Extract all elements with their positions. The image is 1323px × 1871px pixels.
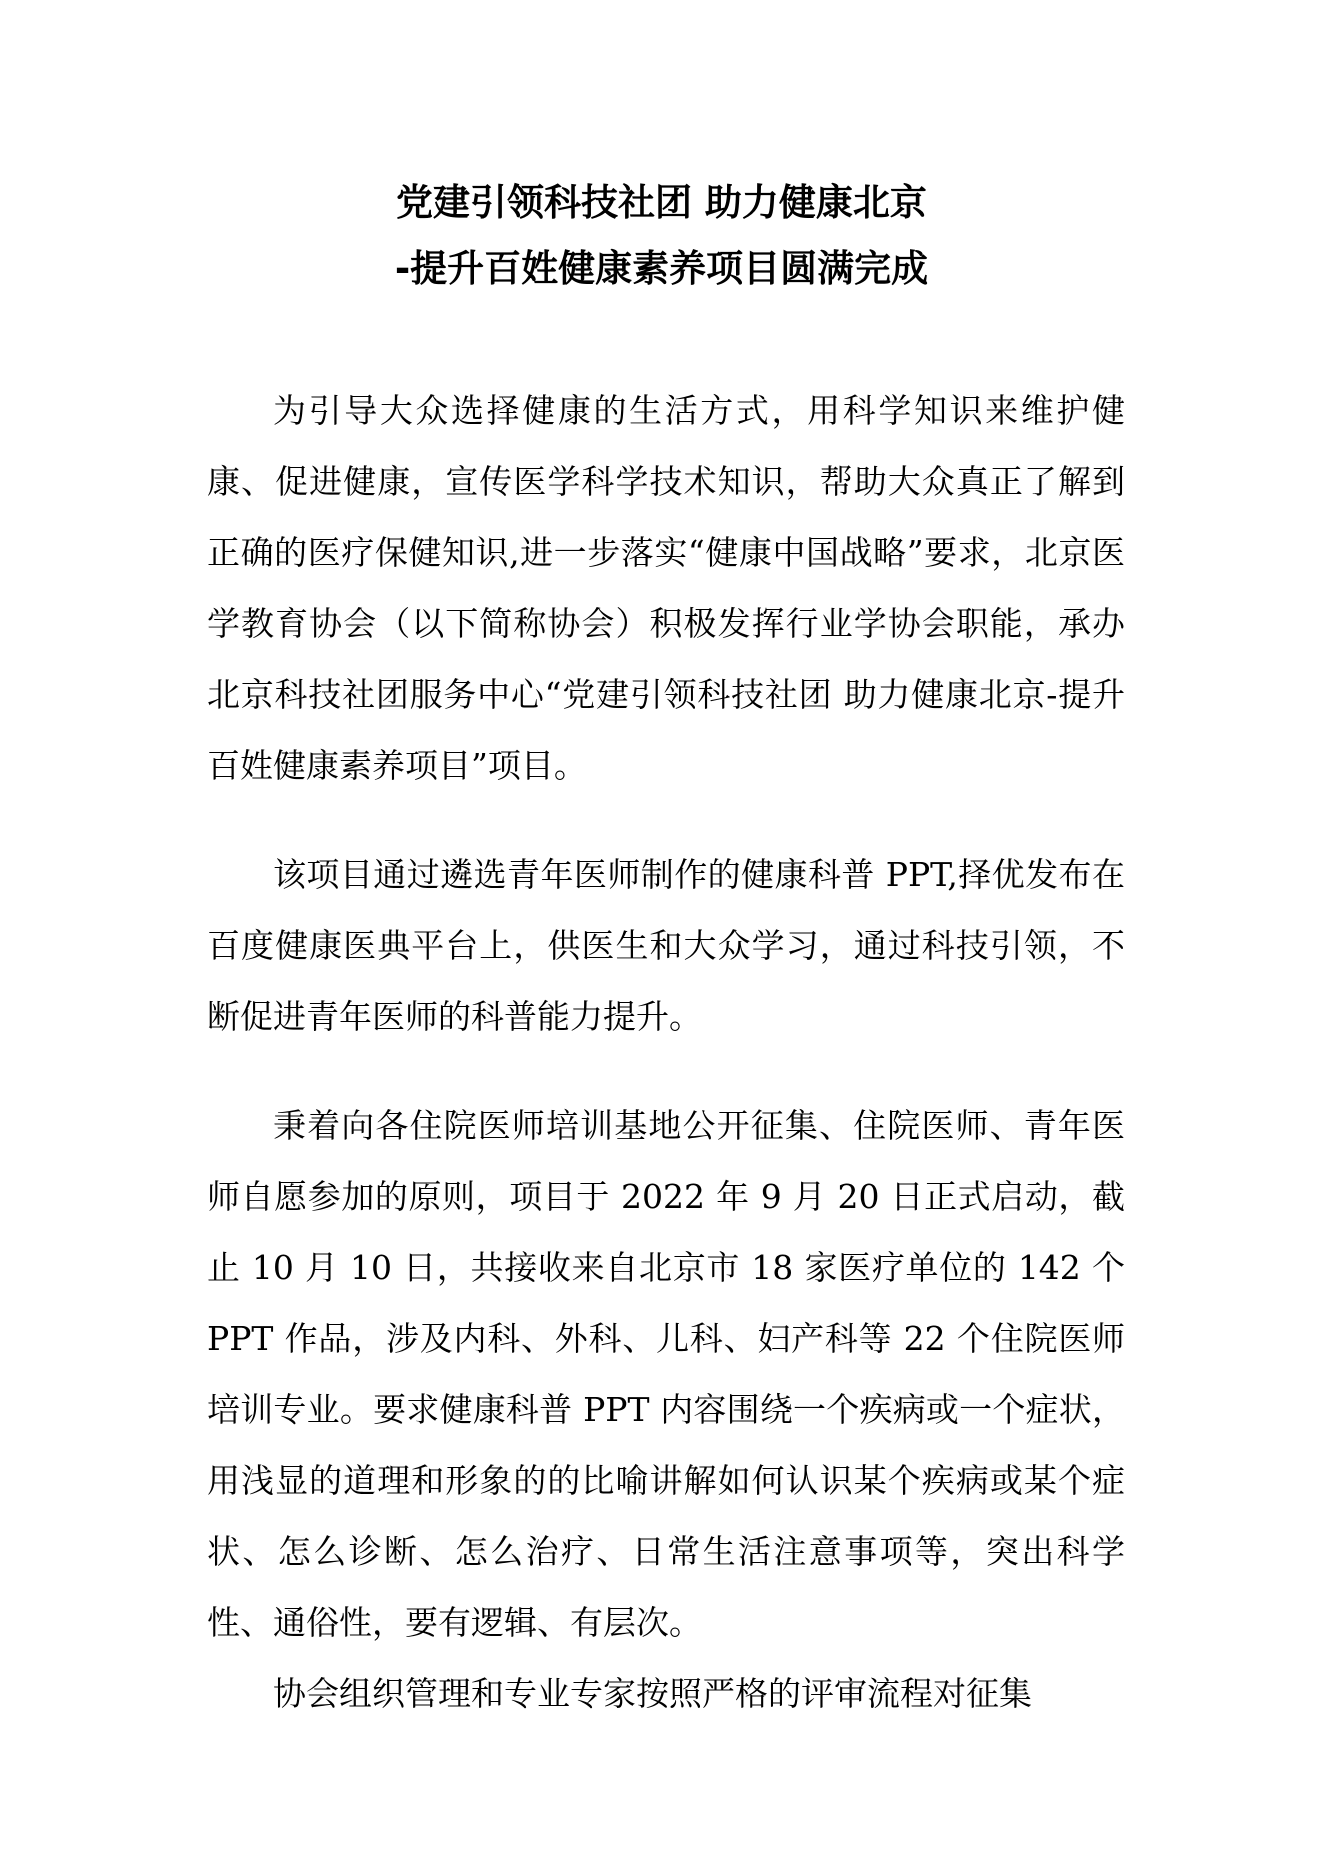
paragraph-spacer bbox=[207, 801, 1125, 839]
paragraph-review: 协会组织管理和专业专家按照严格的评审流程对征集 bbox=[273, 1674, 1032, 1713]
paragraph-collection: 秉着向各住院医师培训基地公开征集、住院医师、青年医师自愿参加的原则，项目于 2022 年 9 月 20 日正式启动，截止 10 月 10 日，共接收来自北京市 18 家医疗单位的 142 个 PPT 作品，涉及内科、外科、儿科、妇产科等 22 个住院医师培训专业。要求健康科普 PPT 内容围绕一个疾病或一个症状，用浅显的道理和形象的的比喻讲解如何认识某个疾病或某个症状、怎么诊断、怎么治疗、日常生活注意事项等，突出科学性、通俗性，要有逻辑、有层次。 bbox=[207, 1106, 1125, 1642]
title-line-1: 党建引领科技社团 助力健康北京 bbox=[396, 181, 927, 224]
paragraph-intro: 为引导大众选择健康的生活方式，用科学知识来维护健康、促进健康，宣传医学科学技术知识，帮助大众真正了解到正确的医疗保健知识,进一步落实“健康中国战略”要求，北京医学教育协会（以下简称协会）积极发挥行业学协会职能，承办北京科技社团服务中心“党建引领科技社团 助力健康北京-提升百姓健康素养项目”项目。 bbox=[207, 391, 1125, 785]
paragraph-spacer bbox=[207, 1052, 1125, 1090]
title-line-2: -提升百姓健康素养项目圆满完成 bbox=[394, 247, 929, 290]
paragraph-project: 该项目通过遴选青年医师制作的健康科普 PPT,择优发布在百度健康医典平台上，供医生和大众学习，通过科技引领，不断促进青年医师的科普能力提升。 bbox=[207, 855, 1125, 1036]
document-body bbox=[207, 375, 1125, 1729]
document-title bbox=[0, 170, 1323, 302]
